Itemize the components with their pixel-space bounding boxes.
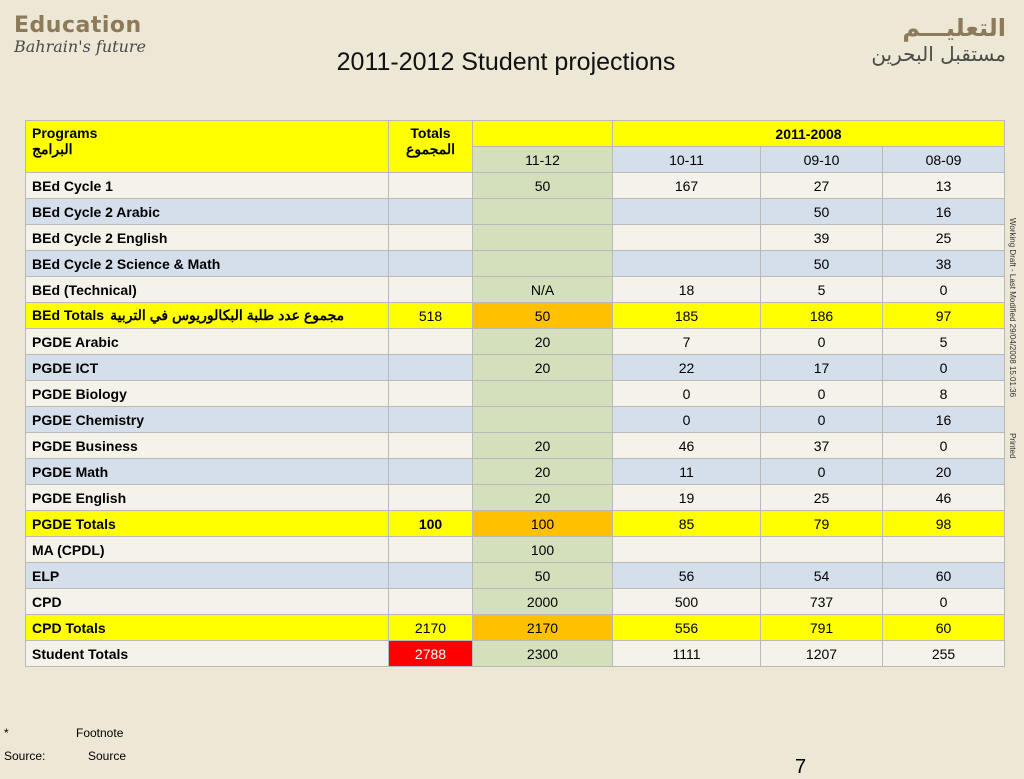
table-row xyxy=(26,303,1005,329)
program-cell xyxy=(26,277,389,303)
programs-header-en: Programs xyxy=(32,125,98,141)
program-cell xyxy=(26,329,389,355)
value-cell: 791 xyxy=(761,615,883,641)
program-cell xyxy=(26,459,389,485)
program-name: ELP xyxy=(32,567,60,584)
value-cell xyxy=(613,251,761,277)
program-name: BEd Totals xyxy=(32,307,105,323)
program-cell xyxy=(26,433,389,459)
program-name: PGDE Arabic xyxy=(32,333,119,350)
value-cell xyxy=(473,225,613,251)
value-cell: 0 xyxy=(761,407,883,433)
logo-arabic-tagline: مستقبل البحرين xyxy=(871,42,1006,66)
table-row xyxy=(26,433,1005,459)
value-cell: 0 xyxy=(761,381,883,407)
program-cell xyxy=(26,251,389,277)
total-cell xyxy=(389,563,473,589)
table-row xyxy=(26,381,1005,407)
value-cell: 85 xyxy=(613,511,761,537)
value-cell: 167 xyxy=(613,173,761,199)
program-cell xyxy=(26,199,389,225)
program-name: PGDE Chemistry xyxy=(32,411,145,428)
value-cell: 500 xyxy=(613,589,761,615)
value-cell: 98 xyxy=(883,511,1005,537)
program-name: PGDE Business xyxy=(32,437,138,454)
year-header-08-09: 08-09 xyxy=(883,147,1005,173)
total-cell xyxy=(389,199,473,225)
blank-header-cell xyxy=(473,121,613,147)
value-cell xyxy=(473,199,613,225)
table-row xyxy=(26,329,1005,355)
value-cell xyxy=(883,537,1005,563)
totals-header xyxy=(389,121,473,173)
program-name: BEd Cycle 2 English xyxy=(32,229,168,246)
value-cell: 0 xyxy=(761,459,883,485)
program-cell xyxy=(26,485,389,511)
program-cell xyxy=(26,641,389,667)
program-cell xyxy=(26,511,389,537)
program-cell xyxy=(26,615,389,641)
table-row xyxy=(26,615,1005,641)
total-cell: 2788 xyxy=(389,641,473,667)
program-cell xyxy=(26,173,389,199)
table-row xyxy=(26,459,1005,485)
value-cell: 16 xyxy=(883,199,1005,225)
value-cell: 0 xyxy=(613,407,761,433)
value-cell: 0 xyxy=(761,329,883,355)
value-cell: 60 xyxy=(883,615,1005,641)
total-cell xyxy=(389,407,473,433)
value-cell: 97 xyxy=(883,303,1005,329)
value-cell: 13 xyxy=(883,173,1005,199)
total-cell xyxy=(389,589,473,615)
program-cell xyxy=(26,563,389,589)
programs-header-ar: البرامج xyxy=(32,141,73,157)
value-cell: 1207 xyxy=(761,641,883,667)
value-cell: 0 xyxy=(883,589,1005,615)
value-cell: 54 xyxy=(761,563,883,589)
value-cell: 50 xyxy=(473,563,613,589)
table-row xyxy=(26,589,1005,615)
totals-header-ar: المجموع xyxy=(406,141,455,157)
year-header-10-11: 10-11 xyxy=(613,147,761,173)
program-name: PGDE Biology xyxy=(32,385,127,402)
logo-arabic-title: التعليـــم xyxy=(902,14,1006,42)
value-cell: 50 xyxy=(473,303,613,329)
total-cell: 2170 xyxy=(389,615,473,641)
value-cell xyxy=(613,199,761,225)
value-cell: 19 xyxy=(613,485,761,511)
total-cell xyxy=(389,485,473,511)
value-cell: 38 xyxy=(883,251,1005,277)
value-cell: 185 xyxy=(613,303,761,329)
total-cell: 100 xyxy=(389,511,473,537)
total-cell xyxy=(389,459,473,485)
program-name: MA (CPDL) xyxy=(32,541,105,558)
value-cell: 5 xyxy=(883,329,1005,355)
year-group-header: 2011-2008 xyxy=(613,121,1005,147)
program-name: PGDE ICT xyxy=(32,359,99,376)
value-cell: 79 xyxy=(761,511,883,537)
program-name: Student Totals xyxy=(32,645,129,662)
totals-header-en: Totals xyxy=(410,125,451,141)
footnote-text: Footnote xyxy=(76,726,124,740)
value-cell: 0 xyxy=(883,355,1005,381)
program-name: PGDE Totals xyxy=(32,515,116,532)
program-name: BEd Cycle 1 xyxy=(32,177,113,194)
table-row xyxy=(26,225,1005,251)
value-cell: 20 xyxy=(473,459,613,485)
logo-tagline-text: Bahrain's future xyxy=(14,37,146,56)
table-row xyxy=(26,173,1005,199)
table-row xyxy=(26,485,1005,511)
program-cell xyxy=(26,225,389,251)
program-cell xyxy=(26,303,389,329)
value-cell: 2300 xyxy=(473,641,613,667)
value-cell: 25 xyxy=(883,225,1005,251)
value-cell: 2170 xyxy=(473,615,613,641)
program-name: BEd Cycle 2 Arabic xyxy=(32,203,160,220)
value-cell xyxy=(473,381,613,407)
header-row xyxy=(26,121,1005,147)
value-cell: N/A xyxy=(473,277,613,303)
value-cell: 50 xyxy=(473,173,613,199)
value-cell: 0 xyxy=(883,277,1005,303)
source-key: Source: xyxy=(4,749,46,763)
value-cell xyxy=(473,251,613,277)
footnote-key: * xyxy=(4,726,9,740)
table-row xyxy=(26,537,1005,563)
value-cell: 20 xyxy=(473,329,613,355)
total-cell xyxy=(389,355,473,381)
total-cell xyxy=(389,225,473,251)
value-cell: 20 xyxy=(473,355,613,381)
value-cell: 8 xyxy=(883,381,1005,407)
value-cell: 37 xyxy=(761,433,883,459)
total-cell: 518 xyxy=(389,303,473,329)
program-cell xyxy=(26,355,389,381)
page-number: 7 xyxy=(795,756,807,778)
program-name: BEd Cycle 2 Science & Math xyxy=(32,255,221,272)
logo-education-text: Education xyxy=(14,13,142,38)
value-cell: 20 xyxy=(473,485,613,511)
slide-title: 2011-2012 Student projections xyxy=(336,48,676,76)
table-row xyxy=(26,355,1005,381)
projections-table xyxy=(25,120,1005,667)
value-cell: 0 xyxy=(883,433,1005,459)
value-cell: 2000 xyxy=(473,589,613,615)
value-cell: 17 xyxy=(761,355,883,381)
value-cell: 46 xyxy=(613,433,761,459)
value-cell: 39 xyxy=(761,225,883,251)
draft-margin-note xyxy=(1008,218,1017,458)
table-row xyxy=(26,511,1005,537)
value-cell xyxy=(473,407,613,433)
value-cell: 22 xyxy=(613,355,761,381)
value-cell: 100 xyxy=(473,511,613,537)
value-cell: 60 xyxy=(883,563,1005,589)
value-cell: 27 xyxy=(761,173,883,199)
value-cell: 50 xyxy=(761,251,883,277)
value-cell: 18 xyxy=(613,277,761,303)
total-cell xyxy=(389,537,473,563)
program-name: CPD Totals xyxy=(32,619,106,636)
value-cell: 186 xyxy=(761,303,883,329)
draft-modified-text: Working Draft - Last Modified 29/04/2008 15:01:36 xyxy=(1008,218,1017,398)
program-cell xyxy=(26,407,389,433)
program-name: PGDE Math xyxy=(32,463,109,480)
program-cell xyxy=(26,537,389,563)
footnote-line xyxy=(4,726,123,740)
value-cell xyxy=(613,225,761,251)
table-row xyxy=(26,641,1005,667)
value-cell: 46 xyxy=(883,485,1005,511)
value-cell: 25 xyxy=(761,485,883,511)
program-name: PGDE English xyxy=(32,489,127,506)
table-row xyxy=(26,563,1005,589)
value-cell: 0 xyxy=(613,381,761,407)
program-name: CPD xyxy=(32,593,62,610)
source-text: Source xyxy=(88,749,127,763)
value-cell: 255 xyxy=(883,641,1005,667)
total-cell xyxy=(389,277,473,303)
program-name-ar: مجموع عدد طلبة البكالوريوس في التربية xyxy=(110,307,345,323)
program-name: BEd (Technical) xyxy=(32,281,137,298)
total-cell xyxy=(389,381,473,407)
table-row xyxy=(26,199,1005,225)
total-cell xyxy=(389,251,473,277)
year-header-09-10: 09-10 xyxy=(761,147,883,173)
value-cell: 56 xyxy=(613,563,761,589)
value-cell: 1111 xyxy=(613,641,761,667)
value-cell: 5 xyxy=(761,277,883,303)
value-cell: 50 xyxy=(761,199,883,225)
value-cell: 16 xyxy=(883,407,1005,433)
value-cell: 11 xyxy=(613,459,761,485)
value-cell xyxy=(761,537,883,563)
value-cell: 737 xyxy=(761,589,883,615)
value-cell: 20 xyxy=(883,459,1005,485)
total-cell xyxy=(389,173,473,199)
value-cell: 100 xyxy=(473,537,613,563)
total-cell xyxy=(389,329,473,355)
table-row xyxy=(26,407,1005,433)
year-header-11-12: 11-12 xyxy=(473,147,613,173)
program-cell xyxy=(26,381,389,407)
programs-header xyxy=(26,121,389,173)
total-cell xyxy=(389,433,473,459)
value-cell: 556 xyxy=(613,615,761,641)
table-row xyxy=(26,277,1005,303)
table-row xyxy=(26,251,1005,277)
program-cell xyxy=(26,589,389,615)
value-cell: 20 xyxy=(473,433,613,459)
value-cell xyxy=(613,537,761,563)
source-line xyxy=(4,749,126,763)
value-cell: 7 xyxy=(613,329,761,355)
printed-text: Printed xyxy=(1008,433,1017,459)
